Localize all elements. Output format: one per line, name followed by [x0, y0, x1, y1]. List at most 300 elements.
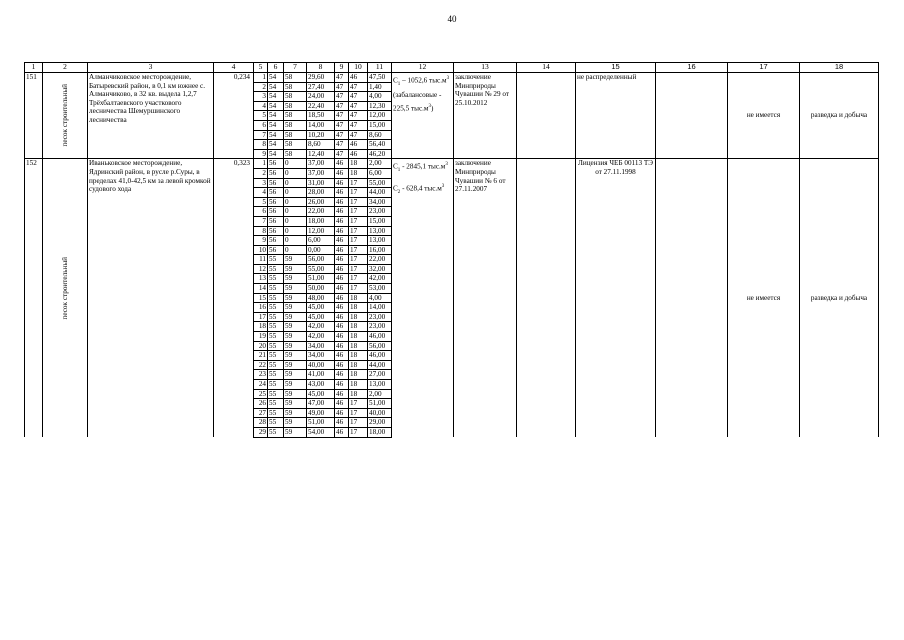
coord-cell-5: 29 [254, 427, 268, 437]
coord-cell-11: 47,50 [368, 73, 392, 83]
coord-cell-8: 10,20 [307, 130, 335, 140]
coord-cell-10: 18 [349, 159, 368, 169]
coord-cell-6: 55 [268, 418, 284, 428]
coord-cell-10: 17 [349, 255, 368, 265]
coord-cell-5: 1 [254, 159, 268, 169]
coord-cell-11: 8,60 [368, 130, 392, 140]
coord-cell-5: 17 [254, 312, 268, 322]
coord-cell-10: 46 [349, 149, 368, 159]
coord-cell-7: 58 [284, 111, 307, 121]
coord-cell-9: 46 [335, 408, 349, 418]
coord-cell-11: 4,00 [368, 92, 392, 102]
coord-cell-6: 55 [268, 408, 284, 418]
coord-cell-6: 56 [268, 207, 284, 217]
coord-cell-10: 17 [349, 207, 368, 217]
coord-cell-10: 18 [349, 332, 368, 342]
coord-cell-7: 59 [284, 264, 307, 274]
coord-cell-5: 10 [254, 245, 268, 255]
coord-cell-11: 40,00 [368, 408, 392, 418]
coord-cell-9: 47 [335, 120, 349, 130]
coord-cell-8: 55,00 [307, 264, 335, 274]
coord-cell-11: 2,00 [368, 389, 392, 399]
offbalance-reserves: (забалансовые - 225,5 тыс.м [393, 90, 442, 113]
coord-cell-9: 46 [335, 178, 349, 188]
coord-cell-9: 47 [335, 149, 349, 159]
coord-cell-7: 59 [284, 380, 307, 390]
column-header-9: 9 [335, 63, 349, 73]
column-header-12: 12 [392, 63, 454, 73]
column-header-6: 6 [268, 63, 284, 73]
coord-cell-6: 56 [268, 197, 284, 207]
coord-cell-10: 18 [349, 389, 368, 399]
coord-cell-6: 56 [268, 159, 284, 169]
coord-cell-6: 55 [268, 332, 284, 342]
deposits-register-table [24, 62, 879, 438]
coord-cell-10: 17 [349, 427, 368, 437]
coord-cell-7: 59 [284, 427, 307, 437]
column-number-header [25, 63, 879, 73]
col17-cell: не имеется [728, 73, 800, 159]
coord-cell-5: 8 [254, 226, 268, 236]
coord-cell-5: 9 [254, 149, 268, 159]
coord-cell-6: 54 [268, 130, 284, 140]
col17-cell: не имеется [728, 159, 800, 437]
coord-cell-5: 3 [254, 92, 268, 102]
coord-cell-9: 46 [335, 370, 349, 380]
coord-cell-11: 22,00 [368, 255, 392, 265]
coord-cell-5: 7 [254, 130, 268, 140]
coord-cell-9: 46 [335, 351, 349, 361]
coord-cell-8: 48,00 [307, 293, 335, 303]
coord-cell-5: 1 [254, 73, 268, 83]
coord-cell-7: 59 [284, 332, 307, 342]
coord-cell-11: 2,00 [368, 159, 392, 169]
coord-cell-9: 47 [335, 92, 349, 102]
coord-cell-6: 55 [268, 341, 284, 351]
coord-cell-11: 46,20 [368, 149, 392, 159]
coord-cell-8: 56,00 [307, 255, 335, 265]
coord-cell-9: 46 [335, 322, 349, 332]
coord-cell-11: 6,00 [368, 168, 392, 178]
coord-cell-11: 15,00 [368, 120, 392, 130]
column-header-14: 14 [517, 63, 576, 73]
coord-cell-7: 59 [284, 303, 307, 313]
coord-cell-6: 55 [268, 284, 284, 294]
coord-cell-9: 46 [335, 264, 349, 274]
coord-cell-10: 47 [349, 101, 368, 111]
coord-cell-7: 58 [284, 82, 307, 92]
coord-cell-5: 8 [254, 140, 268, 150]
coord-cell-6: 54 [268, 82, 284, 92]
coord-cell-11: 13,00 [368, 380, 392, 390]
coord-cell-11: 56,00 [368, 341, 392, 351]
coord-cell-11: 51,00 [368, 399, 392, 409]
coord-cell-8: 18,50 [307, 111, 335, 121]
coord-cell-8: 34,00 [307, 351, 335, 361]
coord-cell-10: 47 [349, 120, 368, 130]
coord-cell-8: 54,00 [307, 427, 335, 437]
reserves-line-1 [393, 159, 452, 176]
coord-cell-10: 17 [349, 178, 368, 188]
coord-cell-9: 46 [335, 389, 349, 399]
coord-cell-6: 55 [268, 274, 284, 284]
coord-cell-10: 18 [349, 168, 368, 178]
coord-cell-11: 16,00 [368, 245, 392, 255]
coord-cell-7: 59 [284, 293, 307, 303]
coord-cell-7: 58 [284, 130, 307, 140]
col16-cell [656, 159, 728, 437]
coord-cell-5: 18 [254, 322, 268, 332]
coord-cell-10: 17 [349, 236, 368, 246]
column-header-17: 17 [728, 63, 800, 73]
coord-cell-7: 58 [284, 120, 307, 130]
coord-cell-6: 55 [268, 380, 284, 390]
column-header-10: 10 [349, 63, 368, 73]
column-header-8: 8 [307, 63, 335, 73]
coord-cell-7: 59 [284, 408, 307, 418]
coord-cell-9: 46 [335, 312, 349, 322]
coord-cell-11: 29,00 [368, 418, 392, 428]
coord-cell-8: 31,00 [307, 178, 335, 188]
coord-cell-5: 24 [254, 380, 268, 390]
coord-cell-6: 54 [268, 149, 284, 159]
coord-cell-8: 6,00 [307, 236, 335, 246]
coord-cell-8: 8,60 [307, 140, 335, 150]
coord-cell-11: 46,00 [368, 332, 392, 342]
coord-cell-10: 47 [349, 92, 368, 102]
coord-cell-5: 26 [254, 399, 268, 409]
coord-cell-10: 17 [349, 284, 368, 294]
coord-cell-7: 0 [284, 188, 307, 198]
coord-cell-5: 4 [254, 101, 268, 111]
table-body [25, 73, 879, 438]
coord-cell-10: 17 [349, 264, 368, 274]
reserves-cell [392, 73, 454, 159]
column-header-16: 16 [656, 63, 728, 73]
coord-cell-10: 18 [349, 351, 368, 361]
coord-cell-9: 46 [335, 255, 349, 265]
coord-cell-6: 56 [268, 168, 284, 178]
coord-cell-6: 54 [268, 73, 284, 83]
col18-cell: разведка и добыча [800, 159, 879, 437]
reserves-unit-power: 3 [446, 76, 450, 81]
coord-cell-6: 54 [268, 101, 284, 111]
coord-cell-10: 17 [349, 188, 368, 198]
reserves-category: C [393, 162, 398, 171]
reserves-unit-power: 3 [441, 184, 445, 190]
coordinate-row [25, 73, 879, 83]
coord-cell-6: 56 [268, 236, 284, 246]
col14-cell [517, 159, 576, 437]
column-header-2: 2 [43, 63, 88, 73]
coord-cell-5: 27 [254, 408, 268, 418]
coord-cell-5: 3 [254, 178, 268, 188]
coord-cell-8: 43,00 [307, 380, 335, 390]
coord-cell-9: 46 [335, 226, 349, 236]
coord-cell-8: 24,00 [307, 92, 335, 102]
coord-cell-7: 0 [284, 245, 307, 255]
coord-cell-11: 56,40 [368, 140, 392, 150]
coord-cell-11: 1,40 [368, 82, 392, 92]
coord-cell-5: 5 [254, 111, 268, 121]
reserves-category: C [393, 184, 398, 193]
coord-cell-9: 46 [335, 274, 349, 284]
coord-cell-9: 47 [335, 140, 349, 150]
coord-cell-11: 18,00 [368, 427, 392, 437]
coord-cell-10: 17 [349, 216, 368, 226]
coord-cell-10: 17 [349, 399, 368, 409]
coord-cell-11: 46,00 [368, 351, 392, 361]
coord-cell-6: 55 [268, 399, 284, 409]
coord-cell-9: 46 [335, 427, 349, 437]
coord-cell-7: 59 [284, 399, 307, 409]
conclusion-cell: заключение Минприроды Чувашии № 6 от 27.11.2007 [454, 159, 517, 437]
coord-cell-7: 0 [284, 159, 307, 169]
coord-cell-5: 11 [254, 255, 268, 265]
coord-cell-10: 18 [349, 293, 368, 303]
coord-cell-9: 46 [335, 216, 349, 226]
reserves-unit-power: 3 [445, 162, 448, 168]
coord-cell-5: 6 [254, 120, 268, 130]
coord-cell-8: 45,00 [307, 389, 335, 399]
page-number: 40 [447, 14, 457, 24]
coord-cell-6: 54 [268, 111, 284, 121]
coord-cell-8: 51,00 [307, 274, 335, 284]
coord-cell-6: 54 [268, 140, 284, 150]
coord-cell-9: 46 [335, 168, 349, 178]
coord-cell-8: 12,40 [307, 149, 335, 159]
coord-cell-5: 4 [254, 188, 268, 198]
reserves-amount: – 1052,6 тыс.м [400, 76, 447, 85]
coord-cell-11: 15,00 [368, 216, 392, 226]
area-value: 0,323 [214, 159, 254, 437]
coord-cell-5: 19 [254, 332, 268, 342]
coord-cell-10: 17 [349, 226, 368, 236]
column-header-1: 1 [25, 63, 43, 73]
column-header-5: 5 [254, 63, 268, 73]
coord-cell-8: 12,00 [307, 226, 335, 236]
coord-cell-6: 55 [268, 427, 284, 437]
coord-cell-11: 4,00 [368, 293, 392, 303]
coord-cell-8: 18,00 [307, 216, 335, 226]
coordinate-row [25, 159, 879, 169]
coord-cell-6: 56 [268, 178, 284, 188]
coord-cell-6: 55 [268, 264, 284, 274]
coord-cell-9: 47 [335, 82, 349, 92]
coord-cell-9: 47 [335, 130, 349, 140]
coord-cell-5: 5 [254, 197, 268, 207]
coord-cell-10: 47 [349, 82, 368, 92]
coord-cell-7: 0 [284, 197, 307, 207]
coord-cell-9: 46 [335, 332, 349, 342]
coord-cell-6: 56 [268, 245, 284, 255]
coord-cell-7: 58 [284, 92, 307, 102]
coord-cell-8: 51,00 [307, 418, 335, 428]
coord-cell-11: 42,00 [368, 274, 392, 284]
coord-cell-5: 28 [254, 418, 268, 428]
coord-cell-11: 55,00 [368, 178, 392, 188]
reserves-line-2 [393, 181, 452, 198]
mineral-type: песок строительный [60, 256, 69, 320]
coord-cell-6: 55 [268, 360, 284, 370]
coord-cell-11: 13,00 [368, 236, 392, 246]
reserves-cell [392, 159, 454, 437]
mineral-type-cell [43, 73, 88, 159]
coord-cell-7: 59 [284, 274, 307, 284]
coord-cell-7: 59 [284, 370, 307, 380]
column-header-18: 18 [800, 63, 879, 73]
coord-cell-8: 49,00 [307, 408, 335, 418]
coord-cell-9: 46 [335, 341, 349, 351]
coord-cell-5: 2 [254, 82, 268, 92]
coord-cell-6: 56 [268, 226, 284, 236]
deposit-description: Иваньковское месторождение, Ядринский район, в русле р.Суры, в пределах 41,0-42,5 км за левой кромкой судового хода [88, 159, 214, 437]
coord-cell-8: 47,00 [307, 399, 335, 409]
coord-cell-8: 37,00 [307, 168, 335, 178]
coord-cell-6: 56 [268, 216, 284, 226]
coord-cell-7: 59 [284, 284, 307, 294]
column-header-4: 4 [214, 63, 254, 73]
offbalance-close: ) [430, 104, 434, 113]
coord-cell-8: 0,00 [307, 245, 335, 255]
coord-cell-6: 55 [268, 370, 284, 380]
column-header-3: 3 [88, 63, 214, 73]
coord-cell-7: 58 [284, 73, 307, 83]
reserves-category: C [393, 76, 398, 85]
coord-cell-8: 26,00 [307, 197, 335, 207]
coord-cell-9: 47 [335, 73, 349, 83]
coord-cell-11: 23,00 [368, 322, 392, 332]
coord-cell-10: 46 [349, 73, 368, 83]
coord-cell-7: 59 [284, 312, 307, 322]
coord-cell-7: 58 [284, 149, 307, 159]
reserves-category-index: 1 [397, 168, 401, 174]
coord-cell-5: 23 [254, 370, 268, 380]
coord-cell-10: 18 [349, 370, 368, 380]
coord-cell-11: 44,00 [368, 360, 392, 370]
coord-cell-10: 17 [349, 245, 368, 255]
coord-cell-7: 59 [284, 341, 307, 351]
coord-cell-10: 18 [349, 360, 368, 370]
coord-cell-8: 50,00 [307, 284, 335, 294]
coord-cell-7: 0 [284, 236, 307, 246]
reserves-unit-power: 3 [428, 103, 431, 109]
entry-number: 151 [25, 73, 43, 159]
coord-cell-7: 0 [284, 168, 307, 178]
coord-cell-9: 46 [335, 293, 349, 303]
coord-cell-8: 34,00 [307, 341, 335, 351]
coord-cell-6: 55 [268, 293, 284, 303]
coord-cell-8: 28,00 [307, 188, 335, 198]
coord-cell-9: 46 [335, 188, 349, 198]
coord-cell-9: 46 [335, 197, 349, 207]
coord-cell-10: 17 [349, 408, 368, 418]
column-header-7: 7 [284, 63, 307, 73]
entry-number: 152 [25, 159, 43, 437]
mineral-type-cell [43, 159, 88, 437]
reserves-line-2 [393, 90, 452, 114]
coord-cell-10: 47 [349, 130, 368, 140]
coord-cell-10: 18 [349, 380, 368, 390]
reserves-amount: - 628,4 тыс.м [400, 184, 442, 193]
coord-cell-8: 45,00 [307, 303, 335, 313]
coord-cell-11: 23,00 [368, 312, 392, 322]
coord-cell-10: 18 [349, 303, 368, 313]
coord-cell-5: 13 [254, 274, 268, 284]
coord-cell-6: 56 [268, 188, 284, 198]
coord-cell-6: 54 [268, 120, 284, 130]
coord-cell-6: 55 [268, 255, 284, 265]
coord-cell-9: 46 [335, 399, 349, 409]
column-header-11: 11 [368, 63, 392, 73]
coord-cell-8: 41,00 [307, 370, 335, 380]
coord-cell-6: 55 [268, 322, 284, 332]
coord-cell-5: 12 [254, 264, 268, 274]
coord-cell-7: 58 [284, 140, 307, 150]
coord-cell-8: 37,00 [307, 159, 335, 169]
coord-cell-5: 16 [254, 303, 268, 313]
coord-cell-5: 20 [254, 341, 268, 351]
col14-cell [517, 73, 576, 159]
coord-cell-8: 22,40 [307, 101, 335, 111]
column-header-13: 13 [454, 63, 517, 73]
coord-cell-7: 59 [284, 351, 307, 361]
coord-cell-10: 18 [349, 341, 368, 351]
column-header-15: 15 [576, 63, 656, 73]
coord-cell-5: 6 [254, 207, 268, 217]
coord-cell-11: 53,00 [368, 284, 392, 294]
coord-cell-9: 46 [335, 236, 349, 246]
coord-cell-8: 27,40 [307, 82, 335, 92]
conclusion-cell: заключение Минприроды Чувашии № 29 от 25.10.2012 [454, 73, 517, 159]
coord-cell-9: 46 [335, 380, 349, 390]
coord-cell-9: 46 [335, 245, 349, 255]
coord-cell-8: 22,00 [307, 207, 335, 217]
coord-cell-8: 42,00 [307, 332, 335, 342]
coord-cell-8: 45,00 [307, 312, 335, 322]
coord-cell-8: 42,00 [307, 322, 335, 332]
coord-cell-6: 55 [268, 312, 284, 322]
coord-cell-11: 14,00 [368, 303, 392, 313]
coord-cell-11: 27,00 [368, 370, 392, 380]
reserves-category-index: 2 [397, 190, 401, 195]
coord-cell-11: 12,00 [368, 111, 392, 121]
license-cell: не распределенный [576, 73, 656, 159]
coord-cell-6: 55 [268, 389, 284, 399]
coord-cell-6: 55 [268, 351, 284, 361]
coord-cell-11: 34,00 [368, 197, 392, 207]
coord-cell-6: 54 [268, 92, 284, 102]
coord-cell-10: 17 [349, 418, 368, 428]
coord-cell-10: 17 [349, 197, 368, 207]
coord-cell-5: 21 [254, 351, 268, 361]
coord-cell-9: 46 [335, 360, 349, 370]
coord-cell-11: 23,00 [368, 207, 392, 217]
coord-cell-7: 59 [284, 255, 307, 265]
col18-cell: разведка и добыча [800, 73, 879, 159]
coord-cell-7: 0 [284, 207, 307, 217]
coord-cell-5: 7 [254, 216, 268, 226]
coord-cell-10: 46 [349, 140, 368, 150]
reserves-amount: - 2845,1 тыс.м [400, 162, 446, 171]
coord-cell-10: 47 [349, 111, 368, 121]
coord-cell-7: 59 [284, 418, 307, 428]
coord-cell-9: 46 [335, 207, 349, 217]
coord-cell-7: 0 [284, 226, 307, 236]
coord-cell-9: 46 [335, 303, 349, 313]
mineral-type: песок строительный [60, 84, 69, 147]
coord-cell-8: 40,00 [307, 360, 335, 370]
